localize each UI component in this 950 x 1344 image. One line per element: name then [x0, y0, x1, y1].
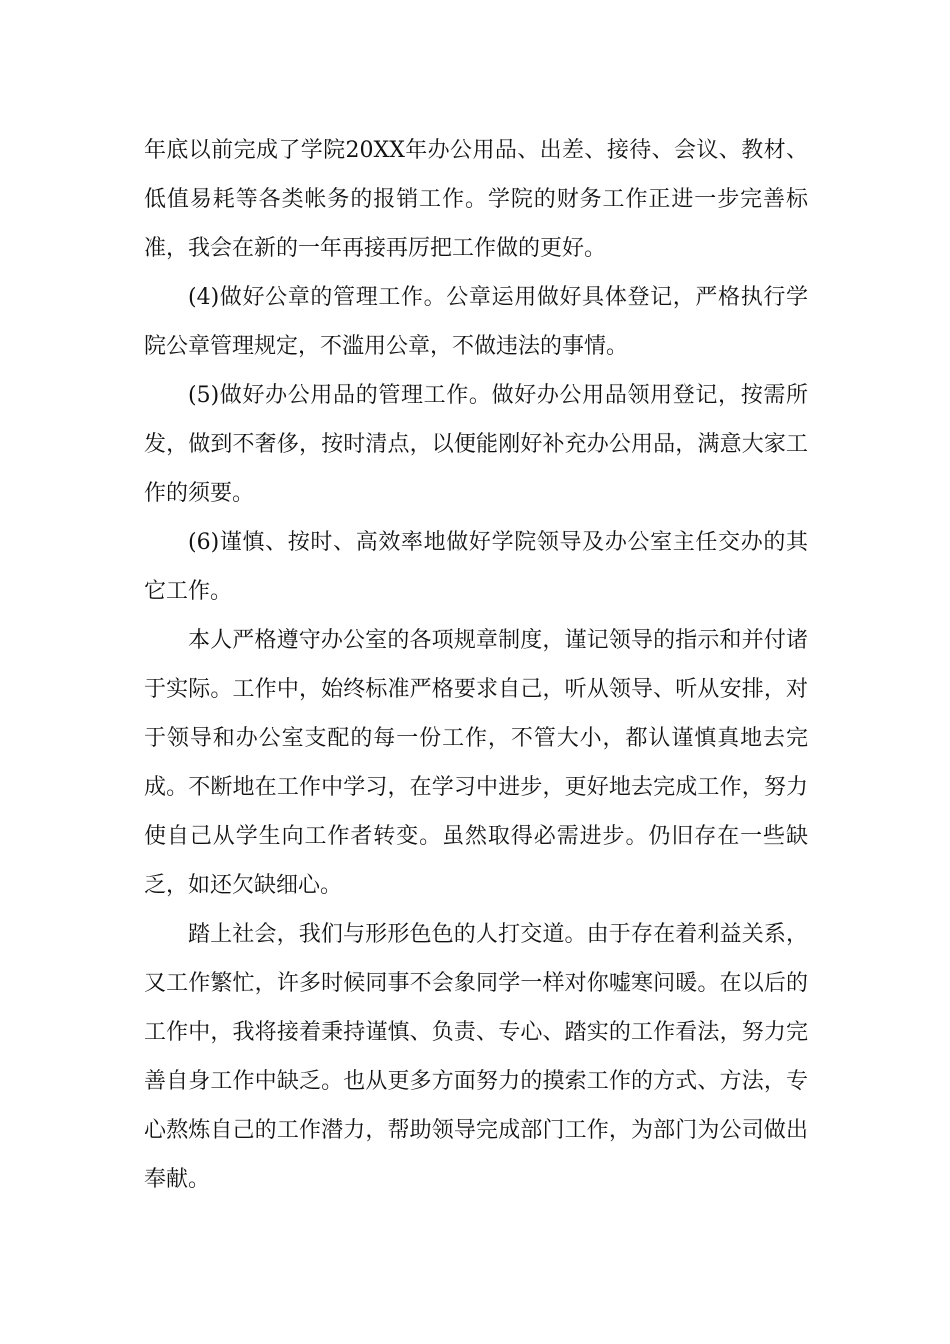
paragraph-seal-management: (4)做好公章的管理工作。公章运用做好具体登记，严格执行学院公章管理规定，不滥用公章，不做违法的事情。	[144, 285, 808, 359]
document-page	[144, 126, 808, 1204]
paragraph-office-supplies: (5)做好办公用品的管理工作。做好办公用品领用登记，按需所发，做到不奢侈，按时清点，以便能刚好补充办公用品，满意大家工作的须要。	[144, 383, 808, 506]
paragraph-reimbursement: 年底以前完成了学院20XX年办公用品、出差、接待、会议、教材、低值易耗等各类帐务的报销工作。学院的财务工作正进一步完善标准，我会在新的一年再接再厉把工作做的更好。	[144, 138, 808, 261]
paragraph-self-assessment: 本人严格遵守办公室的各项规章制度，谨记领导的指示和并付诸于实际。工作中，始终标准严格要求自己，听从领导、听从安排，对于领导和办公室支配的每一份工作，不管大小，都认谨慎真地去完成。不断地在工作中学习，在学习中进步，更好地去完成工作，努力使自己从学生向工作者转变。虽然取得必需进步。仍旧存在一些缺乏，如还欠缺细心。	[144, 628, 808, 898]
paragraph-future-plans: 踏上社会，我们与形形色色的人打交道。由于存在着利益关系，又工作繁忙，许多时候同事不会象同学一样对你嘘寒问暖。在以后的工作中，我将接着秉持谨慎、负责、专心、踏实的工作看法，努力完善自身工作中缺乏。也从更多方面努力的摸索工作的方式、方法，专心熬炼自己的工作潜力，帮助领导完成部门工作，为部门为公司做出奉献。	[144, 922, 808, 1192]
paragraph-other-tasks: (6)谨慎、按时、高效率地做好学院领导及办公室主任交办的其它工作。	[144, 530, 808, 604]
